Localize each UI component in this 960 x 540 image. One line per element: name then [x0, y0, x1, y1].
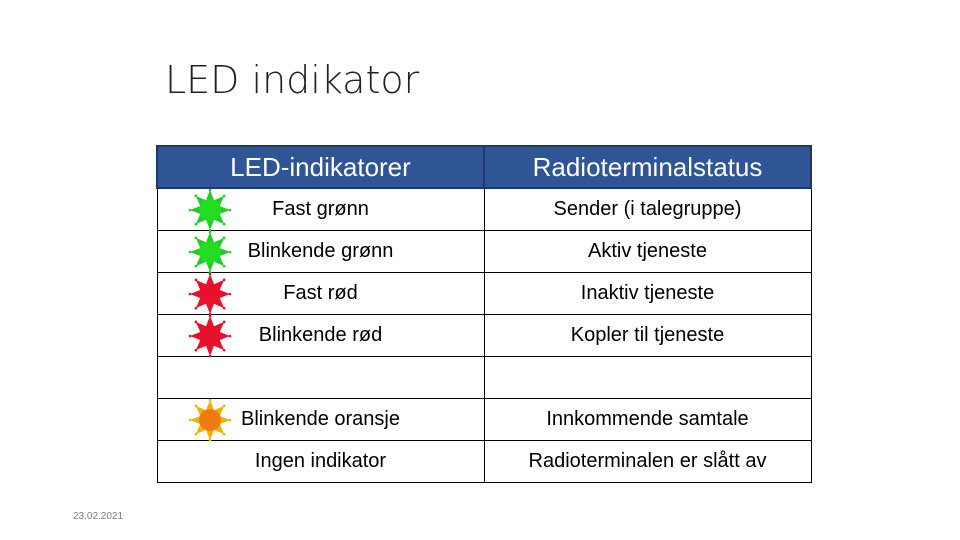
- orange-led-icon: [188, 398, 232, 442]
- table-row: [157, 357, 811, 399]
- table-row: [157, 315, 811, 357]
- indicator-cell: [157, 315, 484, 357]
- red-led-icon: [188, 314, 232, 358]
- table-row: [157, 188, 811, 231]
- green-led-icon: [188, 230, 232, 274]
- indicator-label: Fast grønn: [272, 198, 369, 220]
- indicator-label: Blinkende rød: [258, 324, 383, 346]
- slide-date: 23.02.2021: [73, 511, 124, 522]
- table-row: [157, 441, 811, 483]
- indicator-cell: [157, 357, 484, 399]
- red-led-icon: [188, 272, 232, 316]
- indicator-cell: [157, 273, 484, 315]
- status-cell: Sender (i talegruppe): [484, 188, 811, 231]
- table-row: [157, 399, 811, 441]
- table-row: [157, 273, 811, 315]
- indicator-label: Blinkende grønn: [247, 240, 394, 262]
- indicator-cell: [157, 231, 484, 273]
- led-status-table: [156, 145, 812, 483]
- header-led-indicators: LED-indikatorer: [157, 146, 484, 188]
- indicator-cell: [157, 188, 484, 231]
- table-row: [157, 231, 811, 273]
- status-cell: Innkommende samtale: [484, 399, 811, 441]
- status-cell: Kopler til tjeneste: [484, 315, 811, 357]
- status-cell: [484, 357, 811, 399]
- indicator-cell: [157, 399, 484, 441]
- indicator-label: Ingen indikator: [254, 450, 387, 472]
- status-cell: Radioterminalen er slått av: [484, 441, 811, 483]
- indicator-label: Fast rød: [283, 282, 358, 304]
- slide-title: LED indikator: [165, 58, 420, 102]
- table-header-row: [157, 146, 811, 188]
- header-radio-status: Radioterminalstatus: [484, 146, 811, 188]
- status-cell: Inaktiv tjeneste: [484, 273, 811, 315]
- green-led-icon: [188, 188, 232, 232]
- indicator-cell: [157, 441, 484, 483]
- indicator-label: Blinkende oransje: [241, 408, 400, 430]
- status-cell: Aktiv tjeneste: [484, 231, 811, 273]
